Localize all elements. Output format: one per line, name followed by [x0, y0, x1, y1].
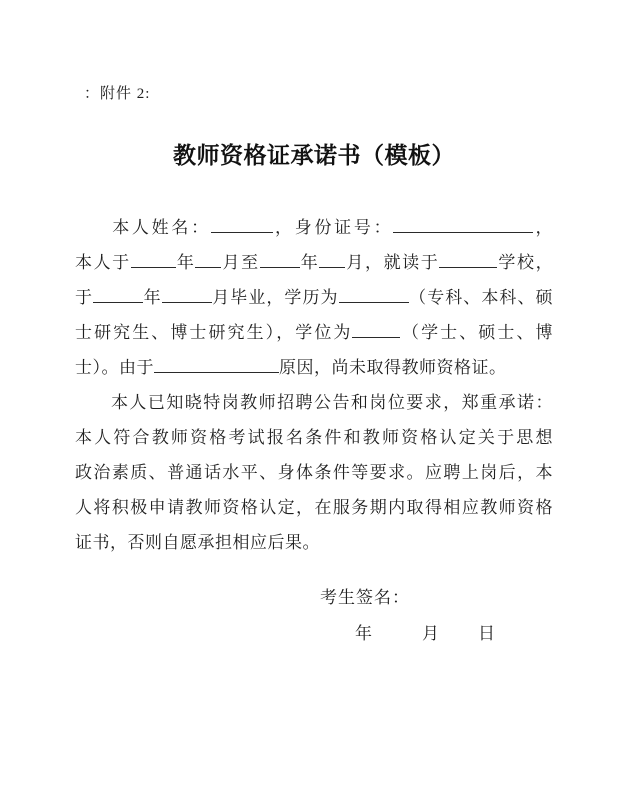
line-tail-text: ， — [533, 218, 554, 237]
document-title: 教师资格证承诺书（模板） — [173, 143, 455, 168]
paragraph-line — [75, 455, 553, 490]
commitment-text: 政治素质、普通话水平、身体条件等要求。应聘上岗后，本 — [75, 463, 553, 482]
document-body — [75, 210, 553, 560]
grad-year-blank — [93, 286, 143, 303]
enroll-year-blank — [131, 251, 176, 268]
signature-row — [75, 586, 553, 610]
date-day-label: 日 — [478, 624, 495, 643]
commitment-text: 人将积极申请教师资格认定，在服务期内取得相应教师资格 — [75, 498, 553, 517]
date-row — [75, 622, 553, 646]
commitment-text: 证书，否则自愿承担相应后果。 — [75, 533, 320, 552]
paragraph-line — [75, 420, 553, 455]
name-label: 本人姓名： — [110, 218, 211, 237]
name-blank — [211, 216, 273, 233]
education-level-label: 月毕业，学历为 — [211, 288, 339, 307]
date-month-label: 月 — [422, 624, 439, 643]
school-blank — [439, 251, 497, 268]
degree-blank — [352, 321, 400, 338]
year-label: 年 — [175, 253, 196, 272]
paragraph-line — [75, 280, 553, 315]
paragraph-line — [75, 385, 553, 420]
date-year-label: 年 — [355, 624, 372, 643]
paragraph-line — [75, 490, 553, 525]
grad-month-blank — [162, 286, 212, 303]
paragraph-line — [75, 245, 553, 280]
paragraph-line — [75, 210, 553, 245]
candidate-signature-label: 考生签名： — [320, 588, 410, 607]
study-period-text: 本人于 — [75, 253, 131, 272]
month-to-label: 月至 — [221, 253, 260, 272]
school-label: 学校， — [497, 253, 554, 272]
attachment-label: ：附件 2: — [84, 86, 151, 102]
study-at-text: 月，就读于 — [345, 253, 440, 272]
id-number-blank — [393, 216, 533, 233]
reason-blank — [154, 356, 279, 373]
reason-tail-text: 原因，尚未取得教师资格证。 — [279, 358, 507, 377]
education-level-blank — [339, 286, 409, 303]
education-options-text: （专科、本科、硕 — [408, 288, 554, 307]
paragraph-line — [75, 525, 553, 560]
paragraph-line — [75, 315, 553, 350]
commitment-text: 本人符合教师资格考试报名条件和教师资格认定关于思想 — [75, 428, 553, 447]
graduate-at-text: 于 — [75, 288, 94, 307]
end-month-blank — [319, 251, 345, 268]
degree-options-text: （学士、硕士、博 — [400, 323, 554, 342]
end-year-blank — [260, 251, 300, 268]
commitment-intro-text: 本人已知晓特岗教师招聘公告和岗位要求，郑重承诺： — [110, 393, 553, 412]
enroll-month-blank — [195, 251, 221, 268]
year-label: 年 — [299, 253, 320, 272]
reason-lead-text: 士）。由于 — [75, 358, 154, 377]
id-number-label: ，身份证号： — [272, 218, 394, 237]
year-label: 年 — [143, 288, 162, 307]
paragraph-line — [75, 350, 553, 385]
degree-label: 士研究生、博士研究生），学位为 — [75, 323, 353, 342]
